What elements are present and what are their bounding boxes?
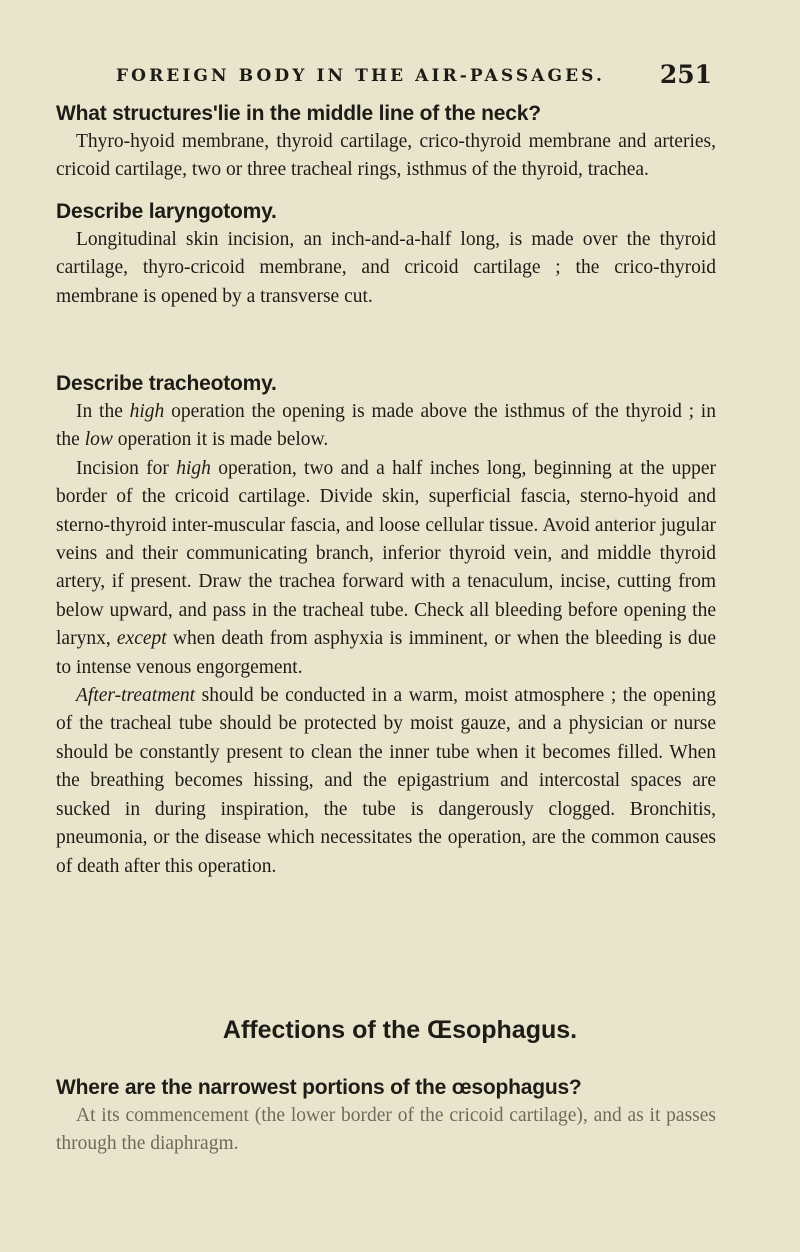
answer-paragraph: Thyro-hyoid membrane, thyroid cartilage, crico-thyroid membrane and arteries, cricoid cartilage, two or three tracheal rings, isthmus of the thyroid, trachea. (56, 131, 716, 181)
question-heading: Describe laryngotomy. (56, 200, 277, 223)
text-run: should be conducted in a warm, moist atmosphere ; the opening of the tracheal tube should be protected by moist gauze, and a physician or nurse should be constantly present to clean the inner tube when it becomes filled. When the breathing becomes hissing, and the epigastrium and intercostal spaces are sucked in during inspiration, the tube is dangerously clogged. Bronchitis, pneumonia, or the disease which necessitates the operation, are the common causes of death after this operation. (56, 685, 716, 877)
qa-middle-line-neck (56, 100, 716, 185)
text-run: operation the opening is made above the isthmus of the thyroid ; in the (56, 401, 716, 451)
italic-term: After-treatment (76, 685, 196, 707)
italic-term: high (129, 401, 165, 422)
question-heading: Where are the narrowest portions of the œsophagus? (56, 1076, 582, 1099)
italic-term: high (176, 457, 211, 479)
answer-paragraph (56, 682, 716, 881)
italic-term: low (84, 429, 113, 451)
text-run: operation it is made below. (112, 429, 329, 451)
text-run: In the (76, 401, 130, 422)
answer-paragraph: At its commencement (the lower border of the cricoid cartilage), and as it passes through the diaphragm. (56, 1105, 716, 1155)
section-title: Affections of the Œsophagus. (222, 1016, 578, 1044)
qa-oesophagus-narrowest (56, 1074, 716, 1159)
text-run: when death from asphyxia is imminent, or when the bleeding is due to intense venous engorgement. (56, 628, 716, 678)
italic-term: except (116, 628, 167, 650)
text-run: Incision for (76, 457, 177, 479)
text-run: operation, two and a half inches long, beginning at the upper border of the cricoid cartilage. Divide skin, superficial fascia, sterno-hyoid and sterno-thyroid inter-muscular fascia, and loose cellular tissue. Avoid anterior jugular veins and their communicating branch, inferior thyroid vein, and middle thyroid artery, if present. Draw the trachea forward with a tenaculum, incise, cutting from below upward, and pass in the tracheal tube. Check all bleeding before opening the larynx, (56, 457, 716, 650)
qa-laryngotomy (56, 198, 716, 311)
question-heading: What structures'lie in the middle line of the neck? (56, 102, 541, 125)
page-number: 251 (659, 60, 712, 89)
answer-paragraph: Longitudinal skin incision, an inch-and-a-half long, is made over the thyroid cartilage, thyro-cricoid membrane, and cricoid cartilage ; the crico-thyroid membrane is opened by a transverse cut. (56, 229, 716, 307)
answer-paragraph (56, 398, 716, 455)
qa-tracheotomy (56, 370, 716, 881)
running-head (116, 60, 712, 92)
answer-paragraph (56, 455, 716, 682)
running-title: FOREIGN BODY IN THE AIR-PASSAGES. (116, 66, 605, 86)
question-heading: Describe tracheotomy. (56, 372, 277, 395)
